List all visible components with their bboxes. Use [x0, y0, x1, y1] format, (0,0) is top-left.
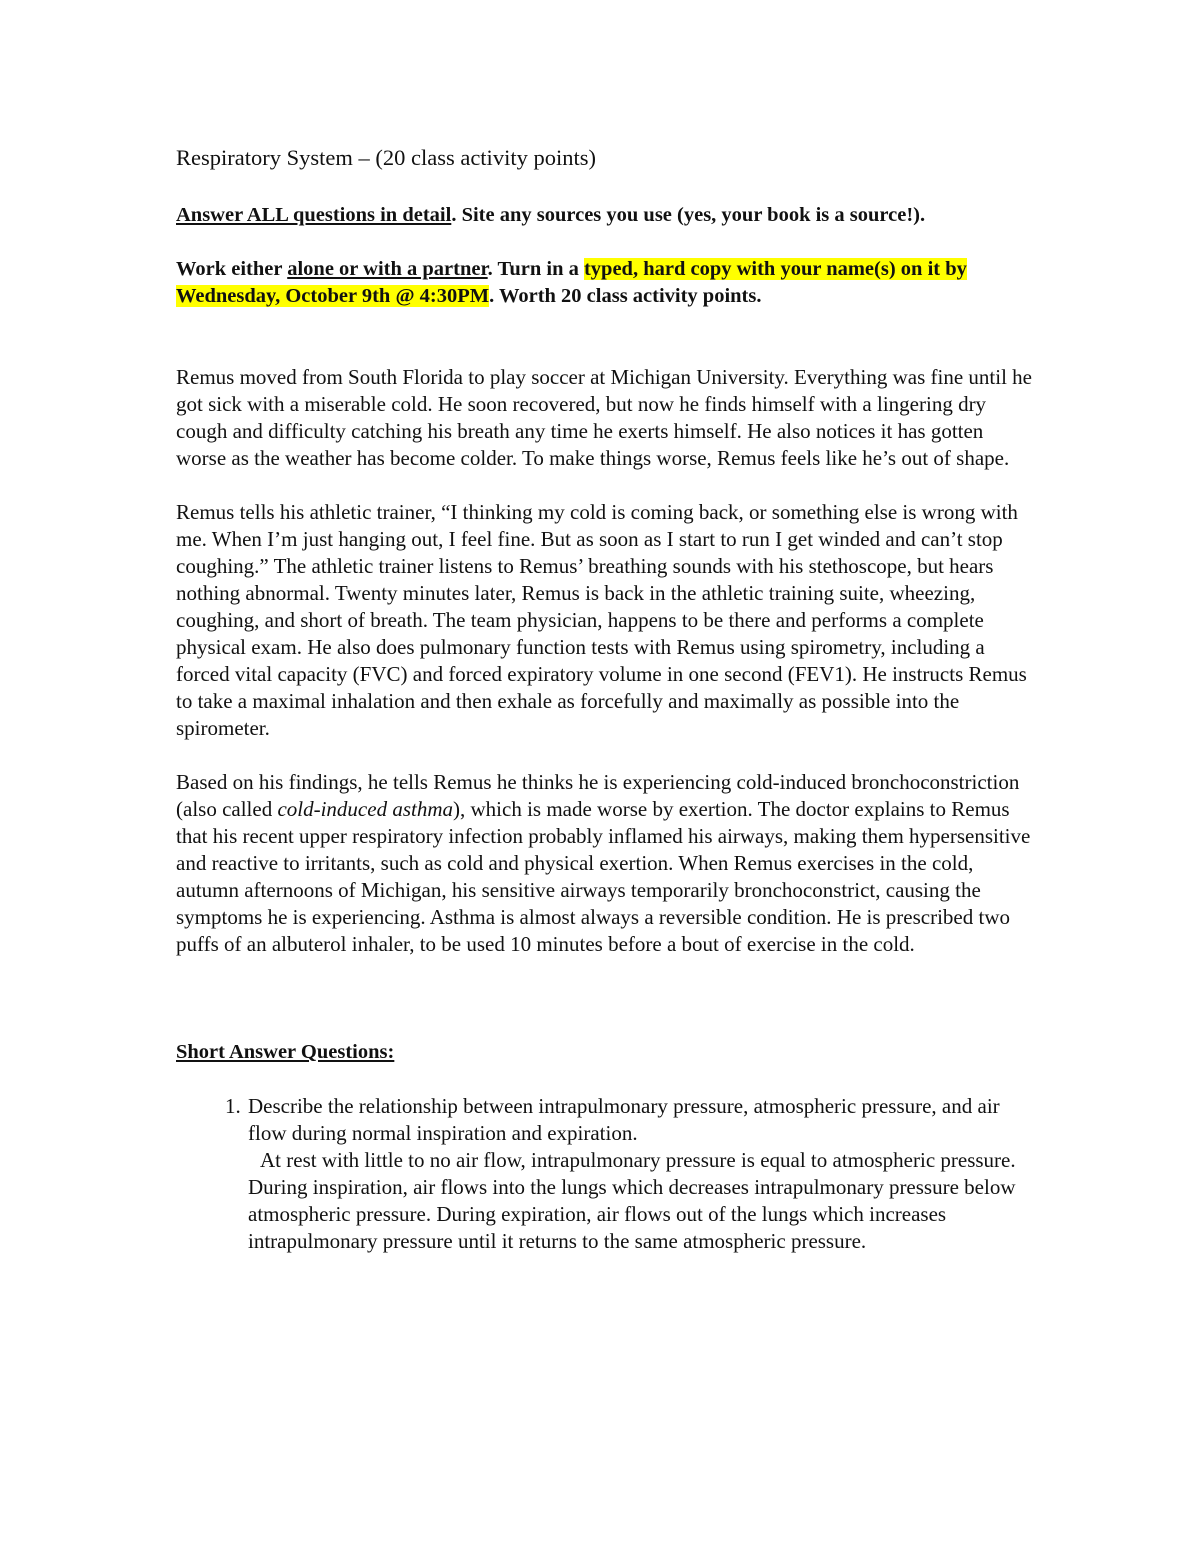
- question-list: [176, 1093, 1036, 1255]
- due-date-highlight: typed, hard copy with your name(s) on it by Wednesday, October 9th @ 4:30PM: [176, 258, 967, 307]
- page-title: Respiratory System – (20 class activity points): [176, 145, 596, 170]
- instructions-turn-in-text: . Turn in a: [487, 258, 584, 280]
- case-paragraph-2: Remus tells his athletic trainer, “I thinking my cold is coming back, or something else is wrong with me. When I’m just hanging out, I feel fine. But as soon as I start to run I get winded and can’t stop coughing.” The athletic trainer listens to Remus’ breathing sounds with his stethoscope, but hears nothing abnormal. Twenty minutes later, Remus is back in the athletic training suite, wheezing, coughing, and short of breath. The team physician, happens to be there and performs a complete physical exam. He also does pulmonary function tests with Remus using spirometry, including a forced vital capacity (FVC) and forced expiratory volume in one second (FEV1). He instructs Remus to take a maximal inhalation and then exhale as forcefully and maximally as possible into the spirometer.: [176, 500, 1027, 740]
- spacer: [176, 742, 1036, 769]
- instructions-partner-text: alone or with a partner: [287, 258, 488, 280]
- instructions-sources-text: . Site any sources you use (yes, your book is a source!).: [451, 204, 926, 226]
- case-paragraph-3: [176, 769, 1036, 958]
- case-paragraph-3-italic: cold-induced asthma: [277, 797, 453, 821]
- spacer: [176, 958, 1036, 1039]
- instructions-emphasis: Answer ALL questions in detail: [176, 204, 452, 226]
- spacer: [176, 472, 1036, 499]
- case-paragraph-3-end: ), which is made worse by exertion. The doctor explains to Remus that his recent upper respiratory infection probably inflamed his airways, making them hypersensitive and reactive to irritants, such as cold and physical exertion. When Remus exercises in the cold, autumn afternoons of Michigan, his sensitive airways temporarily bronchoconstrict, causing the symptoms he is experiencing. Asthma is almost always a reversible condition. He is prescribed two puffs of an albuterol inhaler, to be used 10 minutes before a bout of exercise in the cold.: [176, 797, 1031, 956]
- instructions-line-2: [176, 256, 1036, 310]
- answer-text: At rest with little to no air flow, intrapulmonary pressure is equal to atmospheric pressure. During inspiration, air flows into the lungs which decreases intrapulmonary pressure below atmospheric pressure. During expiration, air flows out of the lungs which increases intrapulmonary pressure until it returns to the same atmospheric pressure.: [248, 1148, 1016, 1253]
- short-answer-heading: Short Answer Questions:: [176, 1041, 395, 1063]
- case-paragraph-1: Remus moved from South Florida to play soccer at Michigan University. Everything was fine until he got sick with a miserable cold. He soon recovered, but now he finds himself with a lingering dry cough and difficulty catching his breath any time he exerts himself. He also notices it has gotten worse as the weather has become colder. To make things worse, Remus feels like he’s out of shape.: [176, 365, 1032, 470]
- spacer: [176, 310, 1036, 364]
- instructions-work-text: Work either: [176, 258, 288, 280]
- case-paragraph-3-start: Based on his findings, he tells Remus he thinks he is experiencing cold-induced bronchoconstriction (also called: [176, 770, 1020, 821]
- question-item: [246, 1093, 1036, 1255]
- question-text: 1. Describe the relationship between intrapulmonary pressure, atmospheric pressure, and air flow during normal inspiration and expiration.: [248, 1094, 1000, 1145]
- instructions-worth-text: . Worth 20 class activity points.: [489, 285, 762, 307]
- instructions-line-1: [176, 202, 1036, 229]
- document-body: [176, 140, 1036, 1255]
